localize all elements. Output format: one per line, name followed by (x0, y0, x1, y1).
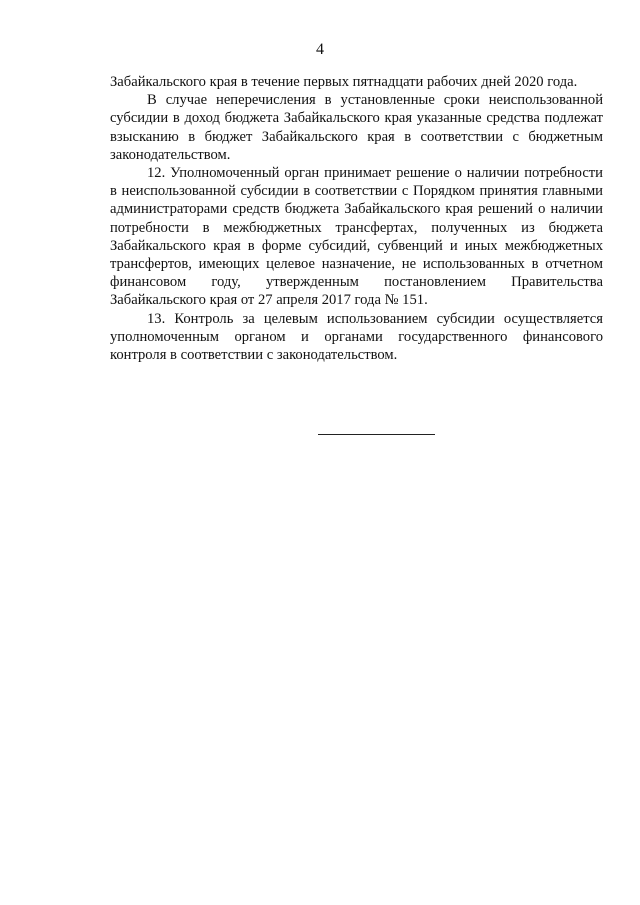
page-number: 4 (316, 41, 324, 58)
document-body (110, 73, 603, 364)
paragraph-item-12: 12. Уполномоченный орган принимает решение о наличии потребности в неиспользованной субсидии в соответствии с Порядком принятия главными администраторами средств бюджета Забайкальского края решений о наличии потребности в межбюджетных трансфертах, полученных из бюджета Забайкальского края в форме субсидий, субвенций и иных межбюджетных трансфертов, имеющих целевое назначение, не использованных в отчетном финансовом году, утвержденным постановлением Правительства Забайкальского края от 27 апреля 2017 года № 151. (110, 165, 603, 309)
document-end-divider (318, 434, 435, 435)
paragraph-non-transfer: В случае неперечисления в установленные сроки неиспользованной субсидии в доход бюджета Забайкальского края указанные средства подлежат взысканию в бюджет Забайкальского края в соответствии с бюджетным законодательством. (110, 92, 603, 163)
paragraph-continuation: Забайкальского края в течение первых пятнадцати рабочих дней 2020 года. (110, 74, 578, 90)
paragraph-item-13: 13. Контроль за целевым использованием субсидии осуществляется уполномоченным органом и органами государственного финансового контроля в соответствии с законодательством. (110, 310, 603, 364)
